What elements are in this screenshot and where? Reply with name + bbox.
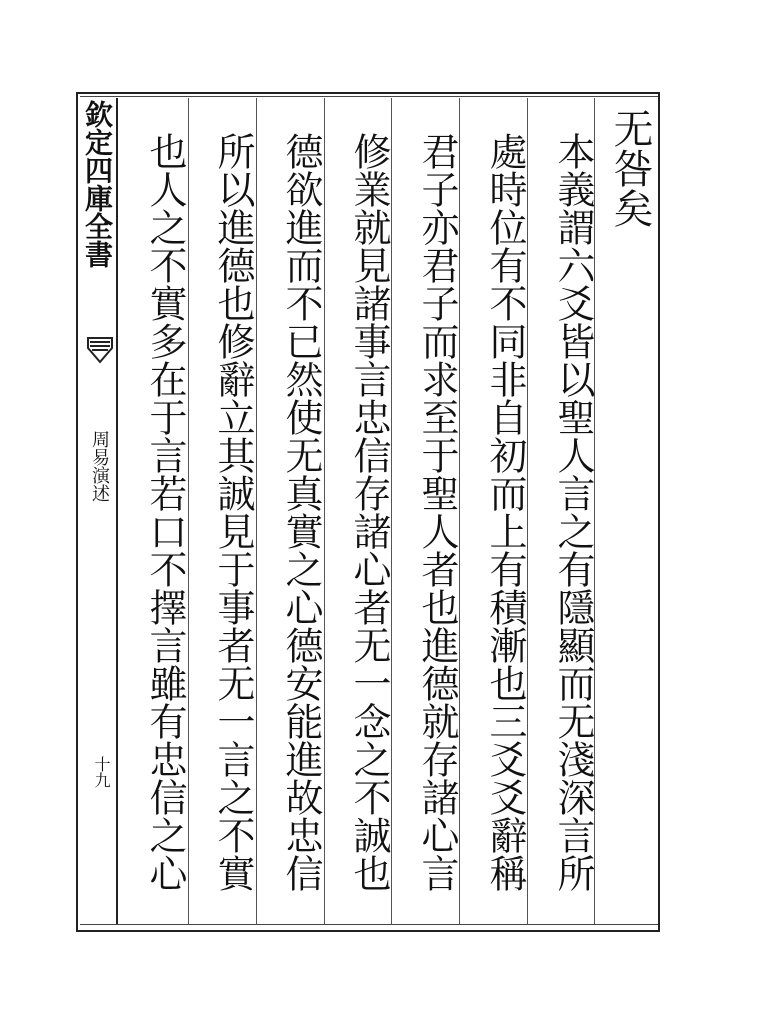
spine-title: 欽定四庫全書 [81, 100, 114, 268]
column-rule [391, 98, 392, 924]
column-rule [324, 98, 325, 924]
text-column: 也人之不實多在于言若口不擇言雖有忠信之心 [143, 132, 187, 892]
text-column: 處時位有不同非自初而上有積漸也三爻爻辭稱 [483, 132, 527, 892]
text-column: 本義謂六爻皆以聖人言之有隱顯而无淺深言所 [551, 132, 595, 892]
column-rule [459, 98, 460, 924]
spine-page-number: 十九 [92, 756, 111, 788]
column-rule [256, 98, 257, 924]
frame-top-rule [80, 96, 658, 97]
text-column: 无咎矣 [607, 108, 653, 228]
column-rule [527, 98, 528, 924]
text-column: 所以進德也修辭立其誠見于事者无一言之不實 [211, 132, 255, 892]
text-column: 修業就見諸事言忠信存諸心者无一念之不誠也 [347, 132, 391, 892]
text-column: 德欲進而不已然使无真實之心德安能進故忠信 [279, 132, 323, 892]
frame-bottom-rule [80, 924, 658, 925]
spine-book-title: 周易演述 [89, 430, 110, 502]
column-rule [188, 98, 189, 924]
fish-tail-mark-icon [86, 336, 114, 366]
text-column: 君子亦君子而求至于聖人者也進德就存諸心言 [415, 132, 459, 892]
